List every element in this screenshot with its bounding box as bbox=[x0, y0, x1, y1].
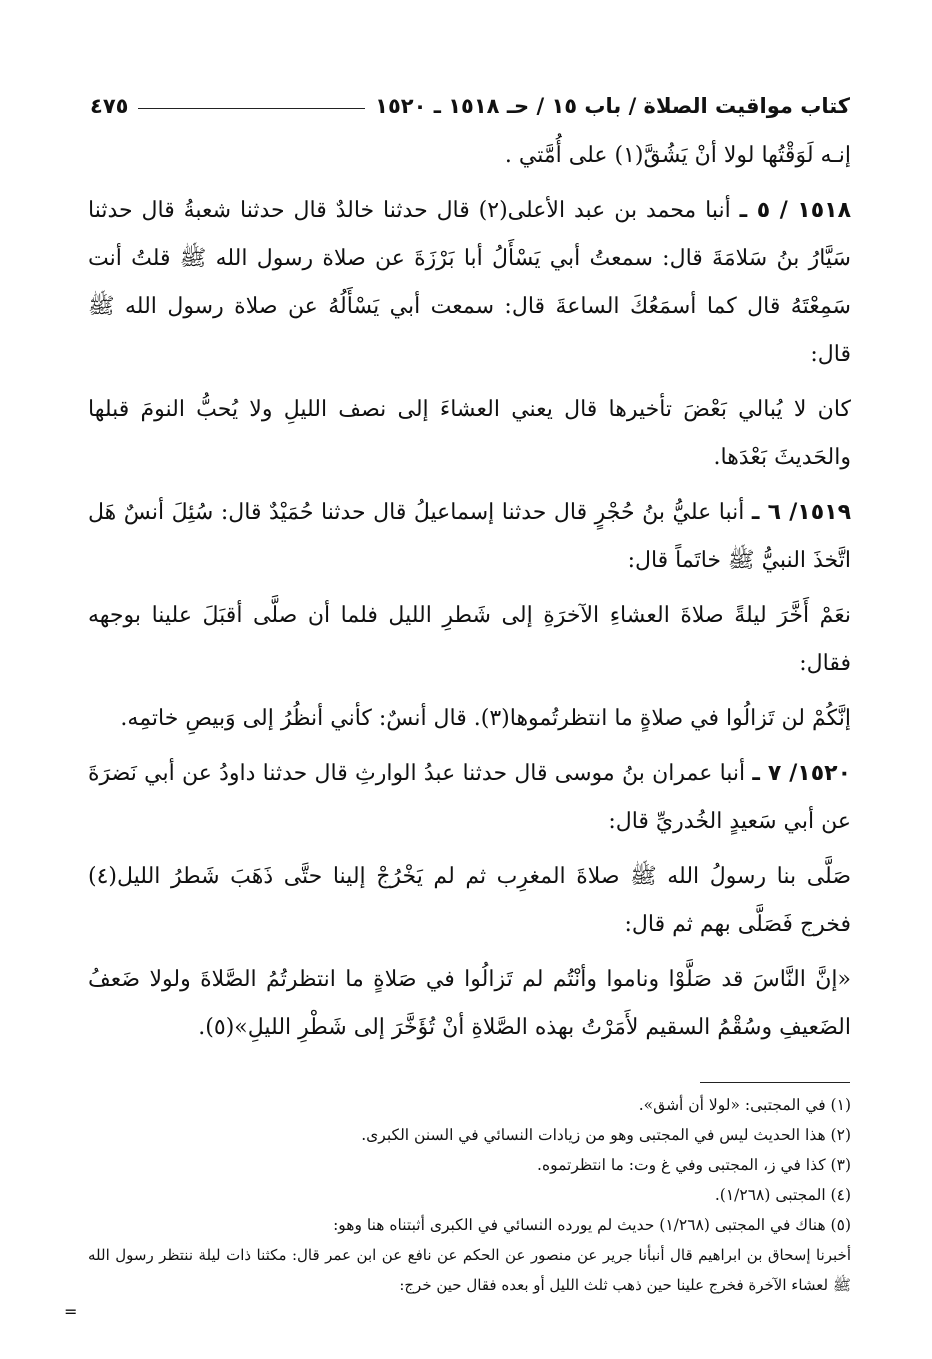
running-header bbox=[90, 84, 850, 118]
footnote: (٤) المجتبى (١/٢٦٨). bbox=[714, 1186, 851, 1204]
header-rule bbox=[138, 108, 365, 109]
paragraph-text: نعَمْ أَخَّرَ ليلةً صلاةَ العشاءِ الآخرَةِ إلى شَطرِ الليل فلما أن صلَّى أقبَلَ علينا بوجهه فقال: bbox=[88, 603, 851, 676]
footnote: (١) في المجتبى: «لولا أن أشق». bbox=[638, 1096, 851, 1114]
paragraph-text: صَلَّى بنا رسولُ الله ﷺ صلاةَ المغرِب ثم لم يَخْرُجْ إلينا حتَّى ذَهَبَ شَطرُ الليل(٤) فخرج فَصَلَّى بهم ثم قال: bbox=[88, 864, 851, 937]
paragraph bbox=[88, 956, 851, 1052]
hadith-number: ١٥١٨ / ٥ ـ bbox=[739, 198, 852, 223]
paragraph bbox=[88, 187, 851, 379]
paragraph bbox=[88, 750, 851, 846]
paragraph-text: إنـه لَوَقْتُها لولا أنْ يَشُقَّ(١) على أُمَّتي . bbox=[504, 143, 851, 168]
page-number: ٤٧٥ bbox=[90, 94, 129, 118]
paragraph-text: أنبا محمد بن عبد الأعلى(٢) قال حدثنا خالدٌ قال حدثنا شعبةُ قال حدثنا سَيَّارُ بنُ سَلامَةَ قال: سمعتُ أبي يَسْأَلُ أبا بَرْزَةَ عن صلاة رسول الله ﷺ قلتُ أنت سَمِعْتَهُ قال كما أسمَعُكَ الساعةَ قال: سمعت أبي يَسْأَلُهُ عن صلاة رسول الله ﷺ قال: bbox=[88, 198, 851, 367]
paragraph-text: أنبا عمران بنُ موسى قال حدثنا عبدُ الوارثِ قال حدثنا داودُ عن أبي نَضرَةَ عن أبي سَعيدٍ الخُدريِّ قال: bbox=[88, 761, 851, 834]
paragraph bbox=[88, 853, 851, 949]
paragraph bbox=[88, 386, 851, 482]
paragraph bbox=[88, 695, 851, 743]
footnote-quote: أخبرنا إسحاق بن ابراهيم قال أنبأنا جرير عن منصور عن الحكم عن نافع عن ابن عمر قال: مكثنا ذات ليلة ننتظر رسول الله ﷺ لعشاء الآخرة فخرج علينا حين ذهب ثلث الليل أو بعده فقال حين خرج: bbox=[88, 1246, 851, 1294]
paragraph-text: كان لا يُبالي بَعْضَ تأخيرها قال يعني العشاءَ إلى نصف الليلِ ولا يُحبُّ النومَ قبلها والحَديثَ بَعْدَها. bbox=[88, 397, 851, 470]
paragraph-text: إنَّكُمْ لن تَزالُوا في صلاةٍ ما انتظرتُموها(٣). قال أنسٌ: كأني أنظُرُ إلى وَبيصِ خاتمِه. bbox=[120, 706, 851, 731]
footnote-separator bbox=[700, 1082, 850, 1083]
margin-mark: = bbox=[64, 1302, 78, 1321]
paragraph bbox=[88, 132, 851, 180]
footnote: (٣) كذا في ز، المجتبى وفي غ وت: ما انتظرتموه. bbox=[537, 1156, 851, 1174]
paragraph bbox=[88, 489, 851, 585]
footnote: (٥) هناك في المجتبى (١/٢٦٨) حديث لم يورده النسائي في الكبرى أثبتناه هنا وهو: bbox=[333, 1216, 851, 1234]
hadith-number: ١٥٢٠/ ٧ ـ bbox=[752, 761, 851, 786]
footnote: (٢) هذا الحديث ليس في المجتبى وهو من زيادات النسائي في السنن الكبرى. bbox=[361, 1126, 851, 1144]
footnotes bbox=[88, 1090, 851, 1300]
paragraph bbox=[88, 592, 851, 688]
header-title: كتاب مواقيت الصلاة / باب ١٥ / حـ ١٥١٨ ـ ١٥٢٠ bbox=[375, 94, 850, 118]
paragraph-text: أنبا عليُّ بنُ حُجْرٍ قال حدثنا إسماعيلُ قال حدثنا حُمَيْدٌ قال: سُئِلَ أنسٌ هَل اتَّخذَ النبيُّ ﷺ خاتَماً قال: bbox=[88, 500, 851, 573]
main-text bbox=[88, 132, 851, 1059]
hadith-number: ١٥١٩/ ٦ ـ bbox=[751, 500, 851, 525]
paragraph-text: «إنَّ النَّاسَ قد صَلَّوْا وناموا وأنْتُم لم تَزالُوا في صَلاةٍ ما انتظرتُمُ الصَّلاةَ ولولا ضَعفُ الضَعيفِ وسُقْمُ السقيم لأَمَرْتُ بهذه الصَّلاةِ أنْ تُؤَخَّرَ إلى شَطْرِ الليلِ»(٥). bbox=[88, 967, 851, 1040]
